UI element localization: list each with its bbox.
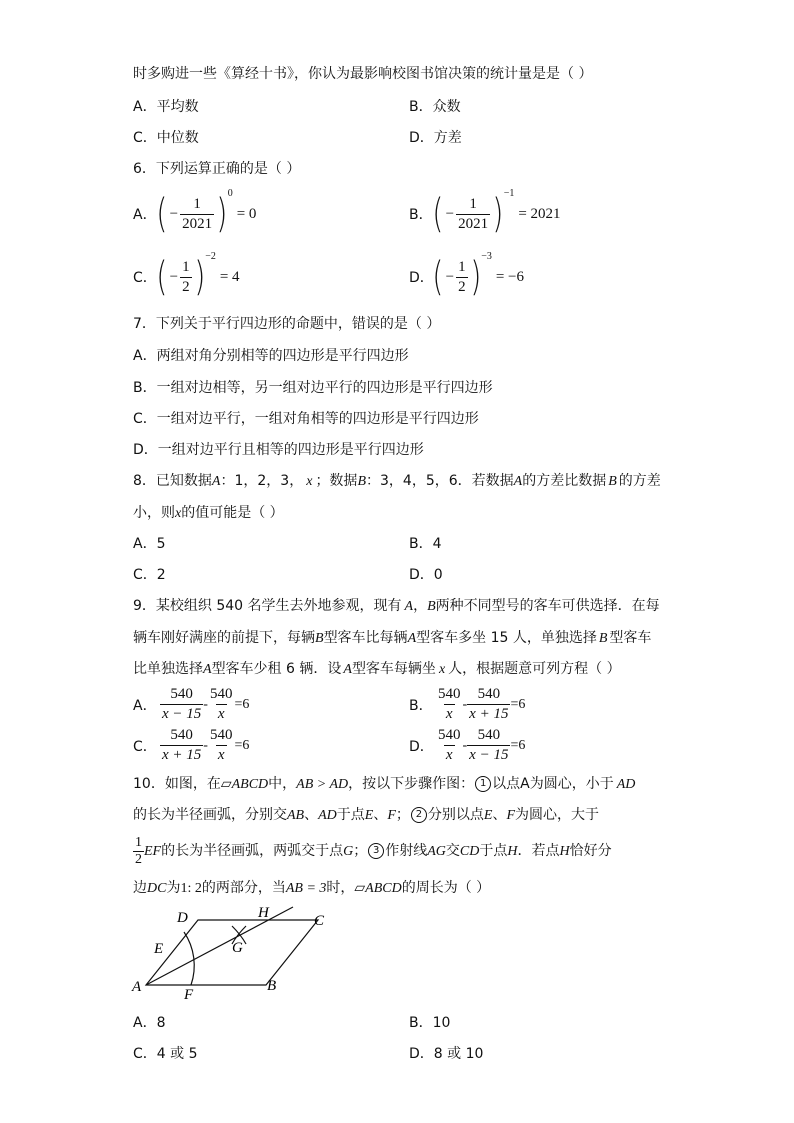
- q7-stem: 7．下列关于平行四边形的命题中，错误的是（ ）: [133, 316, 441, 332]
- label-h: H: [258, 905, 269, 921]
- label-f: F: [184, 987, 194, 1003]
- q7-option-c: C．一组对边平行，一组对角相等的四边形是平行四边形: [133, 411, 479, 427]
- q5-option-b: B．众数: [409, 99, 461, 115]
- q9-stem-line3: 比单独选择A型客车少租 6 辆．设 A型客车每辆坐 x 人，根据题意可列方程（ ）: [133, 661, 621, 677]
- q6-option-d-expr: ( − $\frac{1}{2}$ ) −3 = −6: [432, 251, 524, 300]
- q8-option-a: A．5: [133, 536, 166, 552]
- label-c: C: [314, 913, 325, 929]
- q10-stem-line4: 边DC为1: 2的两部分，当AB = 3时，▱ABCD的周长为（ ）: [133, 880, 491, 896]
- label-b: B: [267, 978, 277, 994]
- q9-option-d-expr: $\frac{540}{x}$ - $\frac{540}{x - 15}$ =6: [438, 727, 526, 763]
- q9-option-d-label: D．: [409, 739, 434, 755]
- q10-option-c: C．4 或 5: [133, 1046, 198, 1062]
- q8-option-d: D．0: [409, 567, 443, 583]
- q9-option-b-expr: $\frac{540}{x}$ - $\frac{540}{x + 15}$ =6: [438, 686, 526, 722]
- q9-stem-line1: 9．某校组织 540 名学生去外地参观，现有 A，B两种不同型号的客车可供选择．在每: [133, 598, 660, 614]
- q10-option-d: D．8 或 10: [409, 1046, 484, 1062]
- q9-stem-line2: 辆车刚好满座的前提下，每辆B型客车比每辆A型客车多坐 15 人，单独选择 B 型客车: [133, 630, 652, 646]
- q6-option-b-label: B．: [409, 207, 433, 223]
- q10-stem-line1: 10．如图，在▱ABCD中，AB > AD，按以下步骤作图： 1 以点A为圆心，小于 AD: [133, 776, 636, 792]
- label-a: A: [132, 979, 142, 995]
- q5-stem-tail: 时多购进一些《算经十书》，你认为最影响校图书馆决策的统计量是是（ ）: [133, 66, 593, 82]
- q10-stem-line2: 的长为半径画弧，分别交AB、AD于点E、F； 2 分别以点E、F为圆心，大于: [133, 807, 600, 823]
- q10-option-b: B．10: [409, 1015, 451, 1031]
- q5-option-d: D．方差: [409, 130, 462, 146]
- arc-ef: [184, 932, 194, 985]
- q5-option-c: C．中位数: [133, 130, 199, 146]
- q6-option-c-label: C．: [133, 270, 157, 286]
- q6-option-a-expr: ( − $\frac{1}{2021}$ ) 0 = 0: [156, 188, 257, 237]
- q8-option-b: B．4: [409, 536, 442, 552]
- label-d: D: [177, 910, 188, 926]
- q10-stem-line3: $\frac{1}{2}$ EF的长为半径画弧，两弧交于点G； 3 作射线AG交CD于点H．若点H恰好分: [135, 834, 612, 867]
- q9-option-c-label: C．: [133, 739, 157, 755]
- q8-option-c: C．2: [133, 567, 166, 583]
- q8-stem-line1: 8．已知数据A：1，2，3， x ；数据B：3，4，5，6．若数据A的方差比数据 B 的方差: [133, 473, 661, 489]
- ray-ag: [146, 907, 293, 985]
- q7-option-d: D．一组对边平行且相等的四边形是平行四边形: [133, 442, 424, 458]
- q10-option-a: A．8: [133, 1015, 166, 1031]
- label-e: E: [154, 941, 164, 957]
- q6-stem: 6．下列运算正确的是（ ）: [133, 161, 301, 177]
- q9-option-a-expr: $\frac{540}{x - 15}$ - $\frac{540}{x}$ =6: [162, 686, 250, 722]
- q7-option-b: B．一组对边相等，另一组对边平行的四边形是平行四边形: [133, 380, 493, 396]
- q9-option-c-expr: $\frac{540}{x + 15}$ - $\frac{540}{x}$ =6: [162, 727, 250, 763]
- q8-stem-line2: 小，则x的值可能是（ ）: [133, 505, 284, 521]
- q6-option-d-label: D．: [409, 270, 434, 286]
- q6-option-c-expr: ( − $\frac{1}{2}$ ) −2 = 4: [156, 251, 240, 300]
- q6-option-b-expr: ( − $\frac{1}{2021}$ ) −1 = 2021: [432, 188, 561, 237]
- label-g: G: [232, 940, 243, 956]
- q9-option-b-label: B．: [409, 698, 433, 714]
- q7-option-a: A．两组对角分别相等的四边形是平行四边形: [133, 348, 409, 364]
- q9-option-a-label: A．: [133, 698, 157, 714]
- q6-option-a-label: A．: [133, 207, 157, 223]
- q10-parallelogram-figure: [128, 900, 338, 1005]
- q5-option-a: A．平均数: [133, 99, 199, 115]
